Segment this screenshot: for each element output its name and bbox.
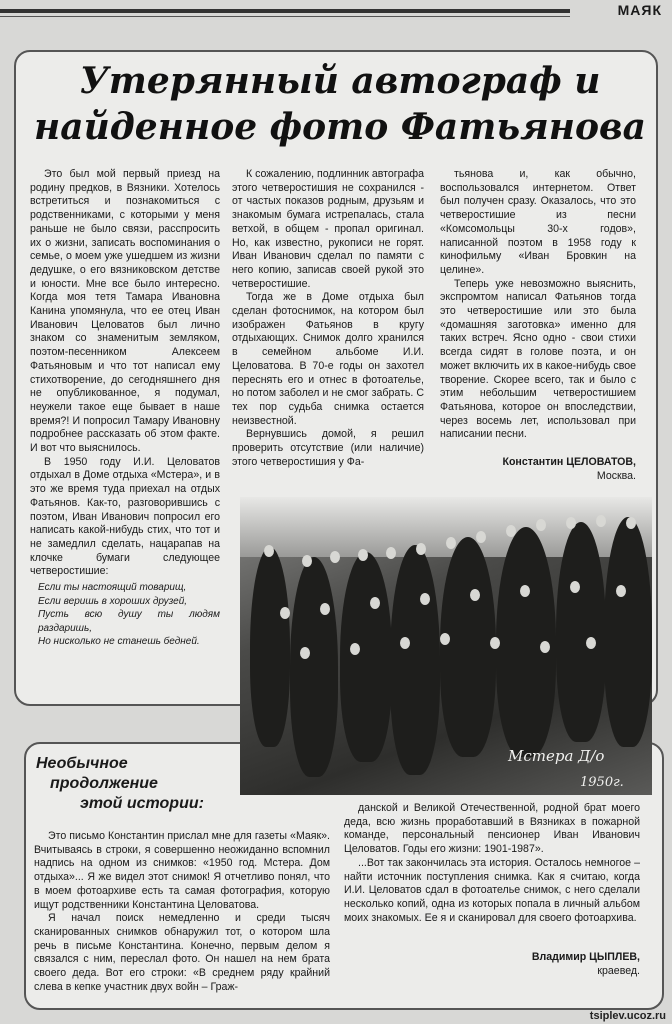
heading-line: Необычное [36,755,128,772]
article2-column-1 [34,830,330,994]
article1-column-1 [30,168,220,649]
heading-line: продолжение [50,775,158,792]
paragraph: В 1950 году И.И. Целоватов отдыхал в Доме отдыха «Мстера», и в это же время туда приехал на отдых Фатьянов. Как-то, разговорившись с поэтом, Иван Иванович попросил его написать какой-нибудь стих, что тот и не замедлил сделать, нацарапав на клочке бумаги следующее четверостишие: [30,455,220,578]
paragraph: Тогда же в Доме отдыха был сделан фотоснимок, на котором был изображен Фатьянов в кругу отдыхающих. Снимок долго хранился в семейном альбоме И.И. Целоватова. В 70-е годы он захотел переснять его и отнес в фотоателье, но потом заболел и не смог забрать. С тех пор судьба снимка остается неизвестной. [232,291,424,427]
article1-column-2 [232,168,424,469]
poem [30,581,220,649]
author-name: Константин ЦЕЛОВАТОВ, [502,456,636,469]
group-photo [240,497,652,795]
paragraph: Теперь уже невозможно выяснить, экспромтом написал Фатьянов тогда это четверостишие или это была «домашняя заготовка» именно для таких встреч. Ясно одно - свои стихи всегда сидят в голове поэта, и он может включить их в какое-нибудь свое творение. Скорее всего, так и было с этим небольшим четверостишием Фатьянова, которое он впоследствии, через восемь лет, использовал при написании песни. [440,277,636,441]
paragraph: Это письмо Константин прислал мне для газеты «Маяк». Вчитываясь в строки, я совершенно неожиданно вспомнил надпись на одном из снимков: «1950 год. Мстера. Дом отдыха»... Я же видел этот снимок! Я отчетливо понял, что в моем фотоархиве есть та самая фотография, которую ищут родственники Константина Целоватова. [34,830,330,911]
author-place: Москва. [596,469,636,482]
paragraph: данской и Великой Отечественной, родной брат моего деда, всю жизнь проработавший в Вязниках в пожарной команде, персональный пенсионер Иван Иванович Целоватов. Годы его жизни: 1901-1987». [344,802,640,856]
poem-line: Если ты настоящий товарищ, [38,582,187,594]
paragraph: Вернувшись домой, я решил проверить отсутствие (или наличие) этого четверостишия у Фа- [232,428,424,468]
heading-line: этой истории: [80,795,204,812]
paragraph: тьянова и, как обычно, воспользовался интернетом. Ответ был получен сразу. Оказалось, что это четверостишие из песни «Комсомольцы 30-х годов», написанной поэтом в 1958 году к кинофильму «Иван Бровкин на целине». [440,168,636,276]
continuation-heading [36,754,236,814]
masthead: МАЯК [617,2,662,18]
signature [344,951,640,978]
paragraph: Я начал поиск немедленно и среди тысяч сканированных снимков обнаружил тот, о котором шла речь в письме Константина. Конечно, первым делом я связался с ним, переслал фото. Он нашел на нем брата своего деда. Вот его строки: «В среднем ряду крайний слева в кепке участник двух войн – Граж- [34,912,330,993]
photo-year: 1950г. [580,775,624,790]
top-rule [0,0,672,22]
article-title: Утерянный автограф и найденное фото Фатьянова [34,60,646,148]
signature [440,456,636,483]
paragraph: ...Вот так закончилась эта история. Осталось немногое – найти источник поступления снимка. Как я считаю, когда И.И. Целоватов сдал в фотоателье снимок, с него сделали несколько копий, одна из которых попала в личный альбом моих знакомых. Ее я и сканировал для своего фотоархива. [344,856,640,924]
poem-line: Если веришь в хороших друзей, [38,595,188,607]
poem-line: Но нисколько не станешь бедней. [38,636,200,648]
article1-column-3 [440,168,636,483]
author-place: краевед. [597,965,640,978]
poem-line: Пусть всю душу ты людям раздаришь, [38,609,220,634]
author-name: Владимир ЦЫПЛЕВ, [531,951,640,964]
watermark-url: tsiplev.ucoz.ru [589,1010,666,1022]
photo-inscription: Мстера Д/о [508,747,605,765]
article2-column-2 [344,802,640,979]
paragraph: К сожалению, подлинник автографа этого четверостишия не сохранился - от частых показов родным, друзьям и знакомым бумага истрепалась, стала ветхой, в общем - пропал оригинал. Но, как известно, рукописи не горят. Иван Иванович сделал по памяти с него копию, записав своей рукой это четверостишие. [232,168,424,290]
paragraph: Это был мой первый приезд на родину предков, в Вязники. Хотелось встретиться и познакомиться с родственниками, с которыми у меня раньше не было связи, расспросить их о жизни, записать воспоминания о семье, о моем уже ушедшем из жизни дедушке, о его вязниковском детстве и юности. Мне все было интересно. Когда моя тетя Тамара Ивановна Канина упомянула, что ее отец Иван Иванович Целоватов был лично знаком со знаменитым земляком, поэтом-песенником Алексеем Фатьяновым и что тот написал ему стихотворение, до сегодняшнего дня не опубликованное, я подумал, неужели такое еще бывает в наше время?! И попросил Тамару Ивановну подробнее рассказать об этом факте. И вот что выяснилось. [30,168,220,455]
